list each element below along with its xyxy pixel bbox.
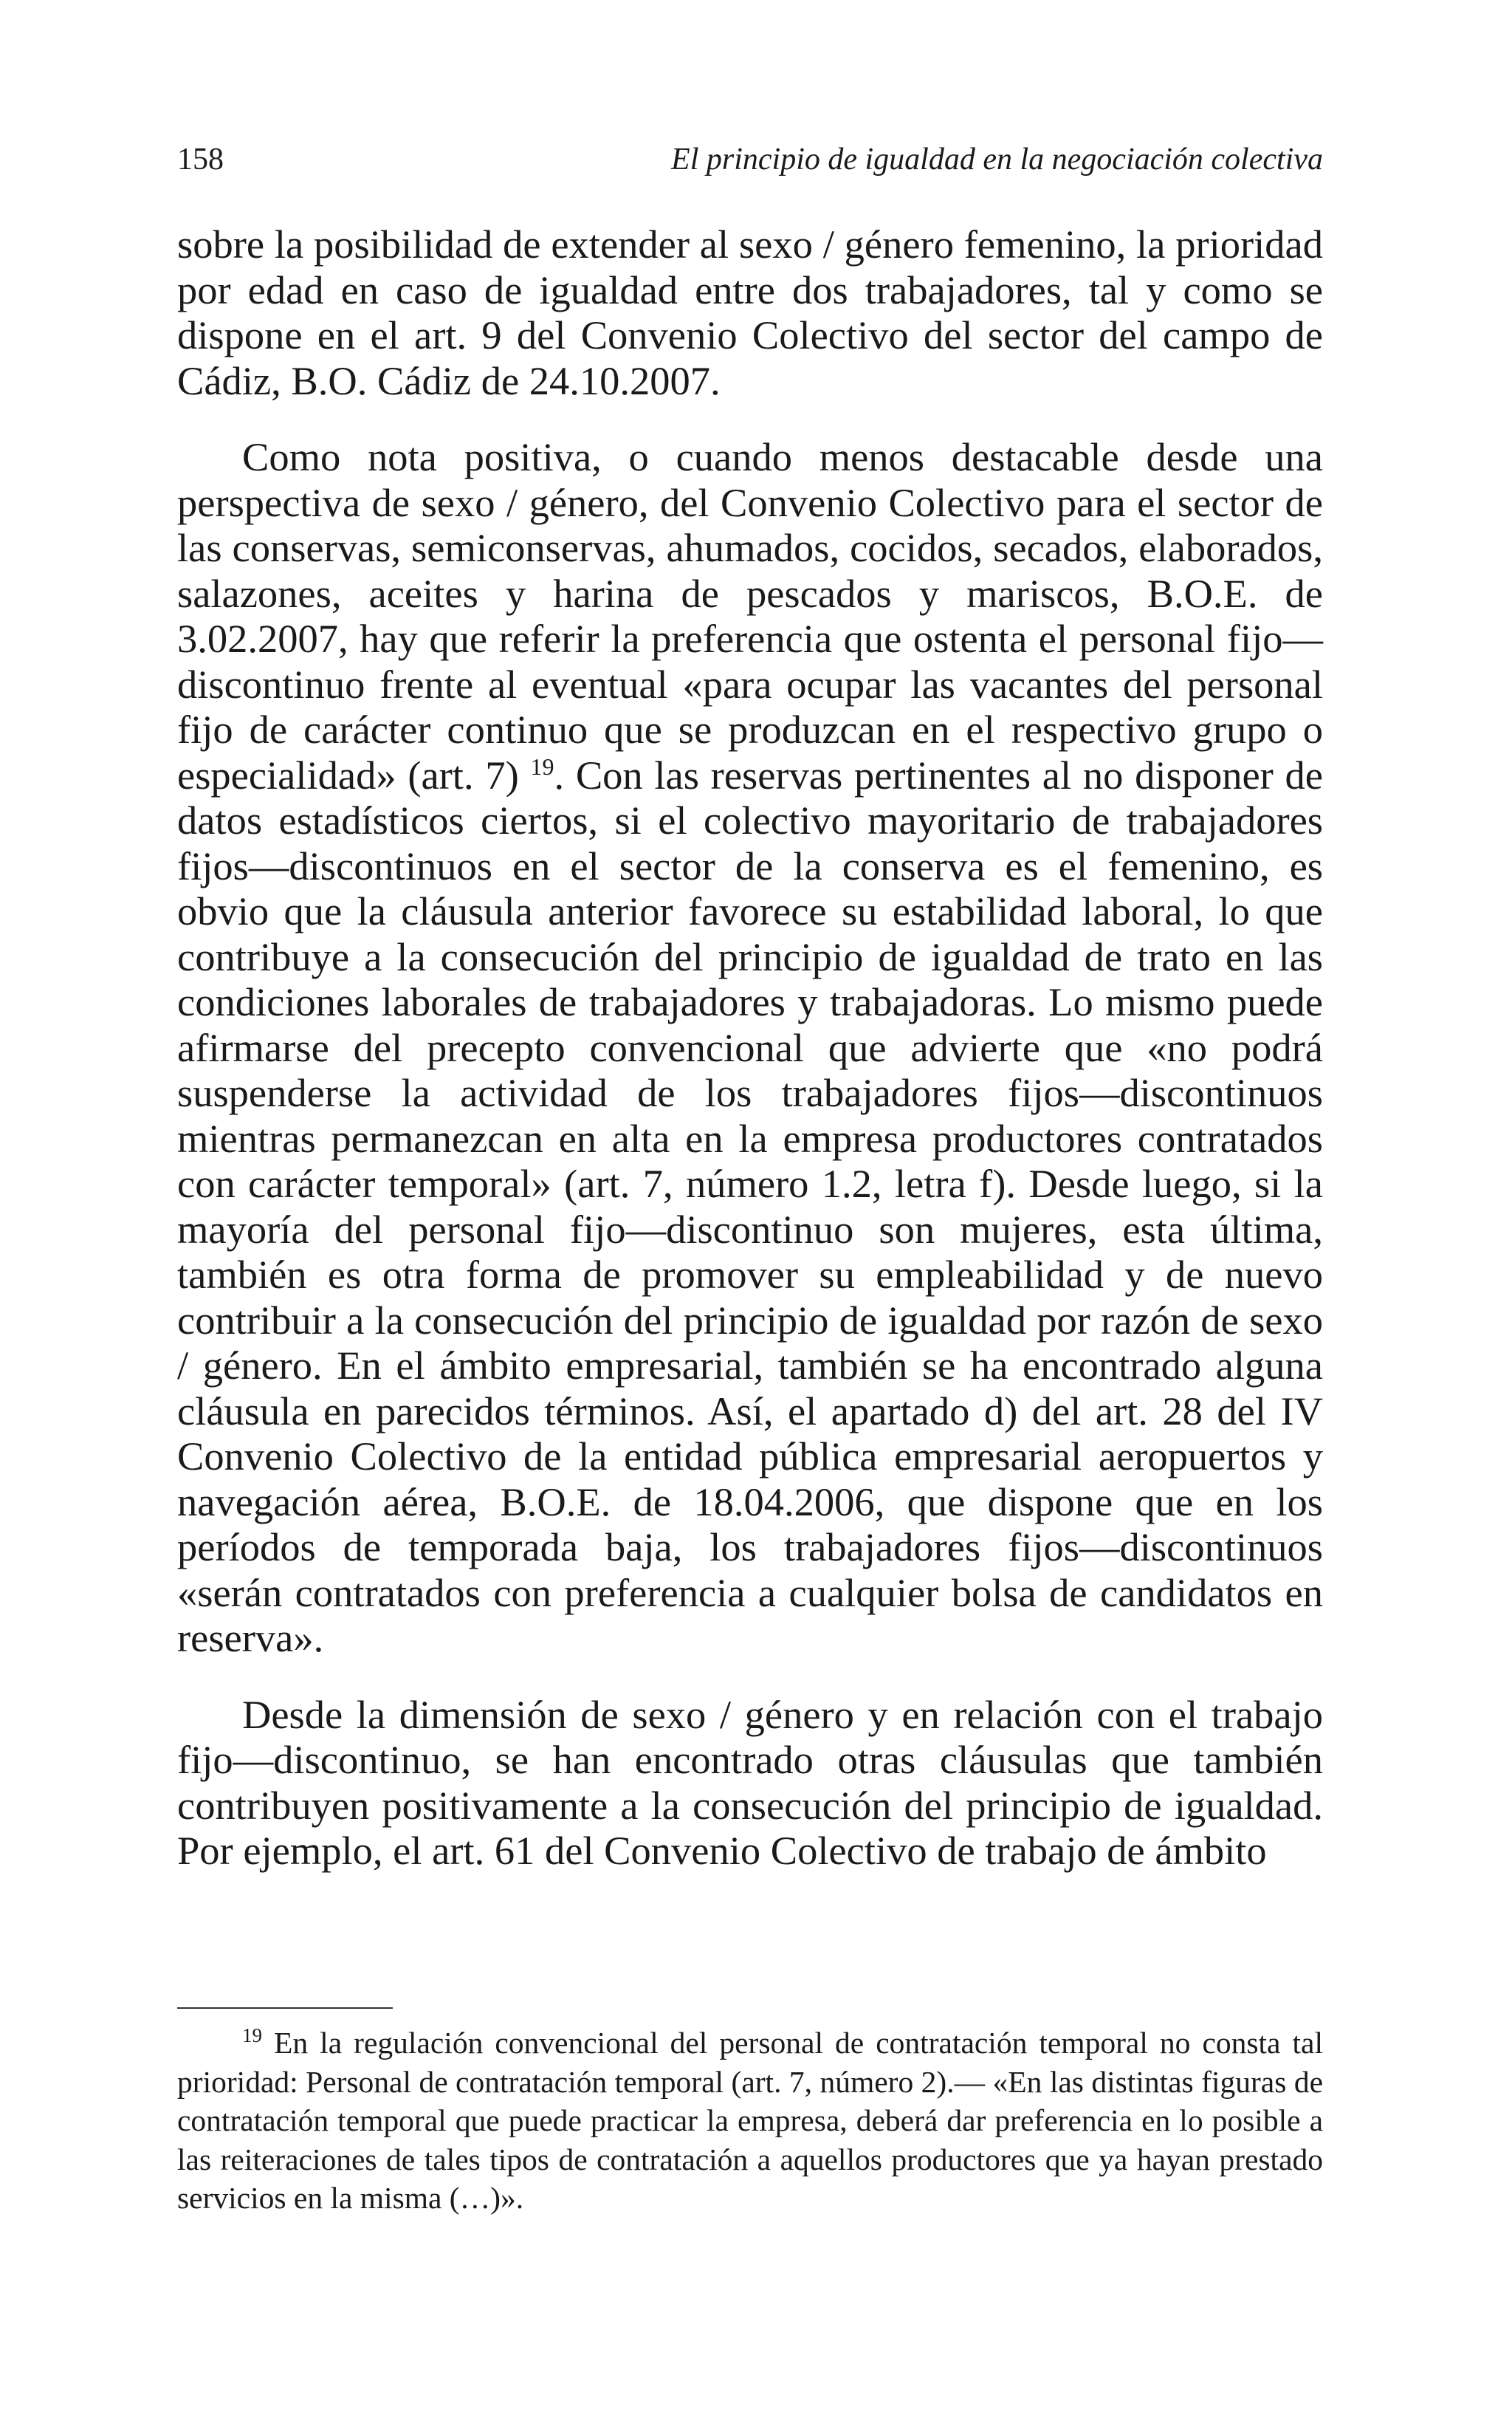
paragraph-3: Desde la dimensión de sexo / género y en relación con el trabajo fijo—discontinuo, se han encontrado otras cláusulas que también contribuyen positivamente a la consecución del principio de igualdad. Por ejemplo, el art. 61 del Convenio Colectivo de trabajo de ámbito bbox=[177, 1691, 1323, 1873]
running-title: El principio de igualdad en la negociación colectiva bbox=[671, 143, 1323, 177]
running-head bbox=[177, 137, 1323, 182]
footnotes bbox=[177, 2024, 1323, 2218]
paragraph-2-text-b: . Con las reservas pertinentes al no disponer de datos estadísticos ciertos, si el colectivo mayoritario de trabajadores fijos—discontinuos en el sector de la conserva es el femenino, es obvio que la cláusula anterior favorece su estabilidad laboral, lo que contribuye a la consecución del principio de igualdad de trato en las condiciones laborales de trabajadores y trabajadoras. Lo mismo puede afirmarse del precepto convencional que advierte que «no podrá suspenderse la actividad de los trabajadores fijos—discontinuos mientras permanezcan en alta en la empresa productores contratados con carácter temporal» (art. 7, número 1.2, letra f). Desde luego, si la mayoría del personal fijo—discontinuo son mujeres, esta última, también es otra forma de promover su empleabilidad y de nuevo contribuir a la consecución del principio de igualdad por razón de sexo / género. En el ámbito empresarial, también se ha encontrado alguna cláusula en parecidos términos. Así, el apartado d) del art. 28 del IV Convenio Colectivo de la entidad pública empresarial aeropuertos y navegación aérea, B.O.E. de 18.04.2006, que dispone que en los períodos de temporada baja, los trabajadores fijos—discontinuos «serán contratados con preferencia a cualquier bolsa de candidatos en reserva». bbox=[177, 752, 1323, 1660]
paragraph-2-text-a: Como nota positiva, o cuando menos destacable desde una perspectiva de sexo / género, del Convenio Colectivo para el sector de las conservas, semiconservas, ahumados, cocidos, secados, elaborados, salazones, aceites y harina de pescados y mariscos, B.O.E. de 3.02.2007, hay que referir la preferencia que ostenta el personal fijo—discontinuo frente al eventual «para ocupar las vacantes del personal fijo de carácter continuo que se produzcan en el respectivo grupo o especialidad» (art. 7) bbox=[177, 434, 1323, 798]
paragraph-1: sobre la posibilidad de extender al sexo / género femenino, la prioridad por edad en caso de igualdad entre dos trabajadores, tal y como se dispone en el art. 9 del Convenio Colectivo del sector del campo de Cádiz, B.O. Cádiz de 24.10.2007. bbox=[177, 222, 1323, 403]
footnote-19 bbox=[177, 2024, 1323, 2218]
footnote-divider bbox=[177, 2007, 393, 2009]
footnote-number: 19 bbox=[242, 2024, 262, 2047]
footnote-text: En la regulación convencional del personal de contratación temporal no consta tal prioridad: Personal de contratación temporal (art. 7, número 2).— «En las distintas figuras de contratación temporal que puede practicar la empresa, deberá dar preferencia en lo posible a las reiteraciones de tales tipos de contratación a aquellos productores que ya hayan prestado servicios en la misma (…)». bbox=[177, 2026, 1323, 2215]
page-number: 158 bbox=[177, 143, 224, 177]
body-text bbox=[177, 222, 1323, 1874]
paragraph-2 bbox=[177, 434, 1323, 1661]
footnote-reference: 19 bbox=[530, 753, 554, 780]
